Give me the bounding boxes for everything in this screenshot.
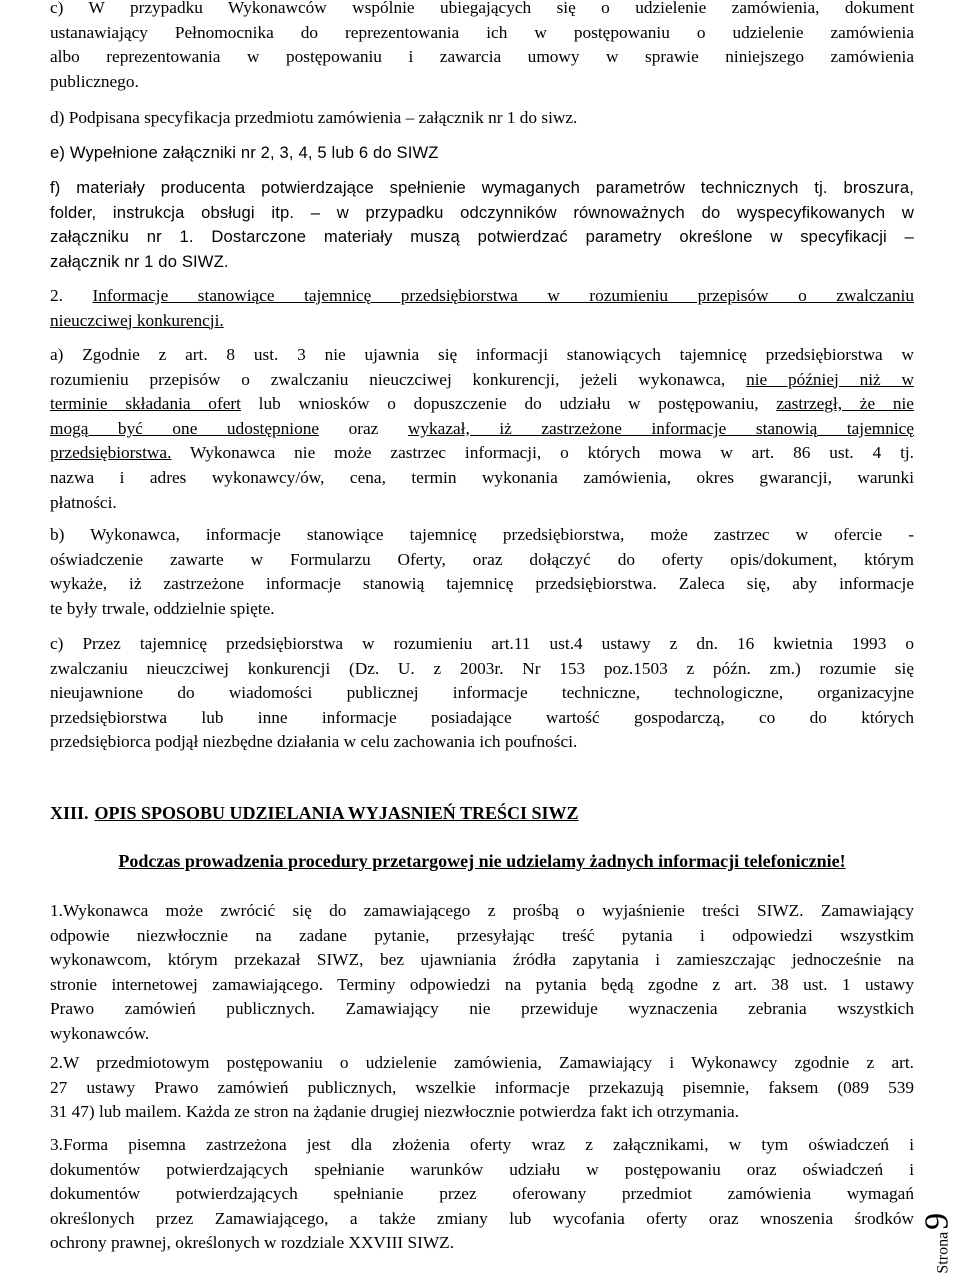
text-line: albo reprezentowania w postępowaniu i zawarcia umowy w sprawie niniejszego zamówienia (50, 47, 914, 67)
section-title: Informacje stanowiące tajemnicę przedsiębiorstwa w rozumieniu przepisów o zwalczaniu (92, 286, 914, 305)
text-line: d) Podpisana specyfikacja przedmiotu zamówienia – załącznik nr 1 do siwz. (50, 108, 578, 127)
paragraph-c-power-of-attorney (50, 0, 914, 94)
paragraph-e-attachments (50, 141, 914, 166)
text-line: nieujawnione do wiadomości publicznej informacje techniczne, technologiczne, organizacyjne (50, 683, 914, 703)
text-line: mogą być one udostępnione oraz wykazał, iż zastrzeżone informacje stanowią tajemnicę (50, 418, 914, 438)
paragraph-b-contractor-reservation (50, 523, 914, 621)
text-line: załączniku nr 1. Dostarczone materiały muszą potwierdzać parametry określone w specyfikacji – (50, 227, 914, 247)
text-line: ustanawiający Pełnomocnika do reprezentowania ich w postępowaniu o udzielenie zamówienia (50, 22, 914, 42)
text-line: rozumieniu przepisów o zwalczaniu nieuczciwej konkurencji, jeżeli wykonawca, nie później niż w (50, 369, 914, 389)
paragraph-2-communication (50, 1051, 914, 1125)
section-title: OPIS SPOSOBU UDZIELANIA WYJASNIEŃ TREŚCI SIWZ (94, 803, 579, 823)
text-line: a) Zgodnie z art. 8 ust. 3 nie ujawnia się informacji stanowiących tajemnicę przedsiębiorstwa w (50, 345, 914, 364)
section-number: 2. (50, 286, 63, 305)
section-heading (50, 801, 579, 826)
text-line: publicznego. (50, 71, 139, 91)
text-line: określonych przez Zamawiającego, a także zmiany lub wycofania oferty oraz wnoszenia środków (50, 1208, 914, 1228)
text-line: płatności. (50, 492, 117, 512)
text-line: odpowie niezwłocznie na zadane pytanie, przesyłając treść pytania i odpowiedzi wszystkim (50, 925, 914, 945)
paragraph-c-trade-secret-definition (50, 632, 914, 755)
text-line: przedsiębiorstwa. Wykonawca nie może zastrzec informacji, o których mowa w art. 86 ust. 4 tj. (50, 443, 914, 463)
text-line: f) materiały producenta potwierdzające spełnienie wymaganych parametrów technicznych tj. broszura, (50, 178, 914, 197)
notice-no-phone-info: Podczas prowadzenia procedury przetargowej nie udzielamy żadnych informacji telefonicznie! (118, 851, 846, 871)
text-line: ochrony prawnej, określonych w rozdziale XXVIII SIWZ. (50, 1233, 455, 1253)
text-line: oświadczenie zawarte w Formularzu Oferty, oraz dołączyć do oferty opis/dokument, którym (50, 549, 914, 569)
page-label: Strona (934, 1232, 952, 1274)
text-line: 3.Forma pisemna zastrzeżona jest dla złożenia oferty wraz z załącznikami, w tym oświadczeń i (50, 1135, 914, 1154)
text-line: 27 ustawy Prawo zamówień publicznych, wszelkie informacje przekazują pisemnie, faksem (089 539 (50, 1077, 914, 1097)
paragraph-a-trade-secret-rules (50, 343, 914, 515)
text-line: wykonawcom, którym przekazał SIWZ, bez ujawniania źródła zapytania i zamieszczając jednocześnie na (50, 950, 914, 970)
page-number-footer (918, 1164, 956, 1274)
paragraph-3-written-form (50, 1133, 914, 1256)
text-line: stronie internetowej zamawiającego. Terminy odpowiedzi na pytania będą zgodne z art. 38 ust. 1 ustawy (50, 974, 914, 994)
paragraph-f-producer-materials (50, 176, 914, 274)
text-line: nazwa i adres wykonawcy/ów, cena, termin wykonania zamówienia, okres gwarancji, warunki (50, 467, 914, 487)
text-line: zwalczaniu nieuczciwej konkurencji (Dz. U. z 2003r. Nr 153 poz.1503 z późn. zm.) rozumie się (50, 658, 914, 678)
text-line: b) Wykonawca, informacje stanowiące tajemnicę przedsiębiorstwa, może zastrzec w ofercie - (50, 525, 914, 544)
text-line: te były trwale, oddzielnie spięte. (50, 598, 275, 618)
text-line: terminie składania ofert lub wniosków o dopuszczenie do udziału w postępowaniu, zastrzegł, że nie (50, 394, 914, 414)
text-line: przedsiębiorstwa lub inne informacje posiadające wartość gospodarczą, co do których (50, 707, 914, 727)
text-line: przedsiębiorca podjął niezbędne działania w celu zachowania ich poufności. (50, 732, 578, 752)
paragraph-d-specification (50, 106, 914, 131)
text-line: nieuczciwej konkurencji. (50, 310, 224, 330)
text-line: wykaże, iż zastrzeżone informacje stanowią tajemnicę przedsiębiorstwa. Zaleca się, aby informacje (50, 574, 914, 594)
section-2-trade-secret (50, 284, 914, 333)
text-line: załącznik nr 1 do SIWZ. (50, 251, 229, 271)
text-line: Prawo zamówień publicznych. Zamawiający nie przewiduje wyznaczenia zebrania wszystkich (50, 999, 914, 1019)
text-line: folder, instrukcja obsługi itp. – w przypadku odczynników równoważnych do wyspecyfikowanych w (50, 202, 914, 222)
text-line: 2.W przedmiotowym postępowaniu o udzielenie zamówienia, Zamawiający i Wykonawcy zgodnie z art. (50, 1053, 914, 1072)
text-line: e) Wypełnione załączniki nr 2, 3, 4, 5 lub 6 do SIWZ (50, 143, 439, 162)
paragraph-1-clarification-request (50, 899, 914, 1047)
text-line: 1.Wykonawca może zwrócić się do zamawiającego z prośbą o wyjaśnienie treści SIWZ. Zamawiający (50, 901, 914, 920)
page-number: 9 (918, 1213, 956, 1231)
section-number: XIII. (50, 803, 89, 823)
text-line: c) Przez tajemnicę przedsiębiorstwa w rozumieniu art.11 ust.4 ustawy z dn. 16 kwietnia 1993 o (50, 634, 914, 653)
text-line (50, 284, 914, 309)
text-line: 31 47) lub mailem. Każda ze stron na żądanie drugiej niezwłocznie potwierdza fakt ich otrzymania. (50, 1102, 740, 1122)
text-line: dokumentów potwierdzających spełnianie warunków udziału w postępowaniu oraz oświadczeń i (50, 1159, 914, 1179)
text-line: c) W przypadku Wykonawców wspólnie ubiegających się o udzielenie zamówienia, dokument (50, 0, 914, 17)
text-line: dokumentów potwierdzających spełnianie przez oferowany przedmiot zamówienia wymagań (50, 1184, 914, 1204)
text-line: wykonawców. (50, 1023, 150, 1043)
